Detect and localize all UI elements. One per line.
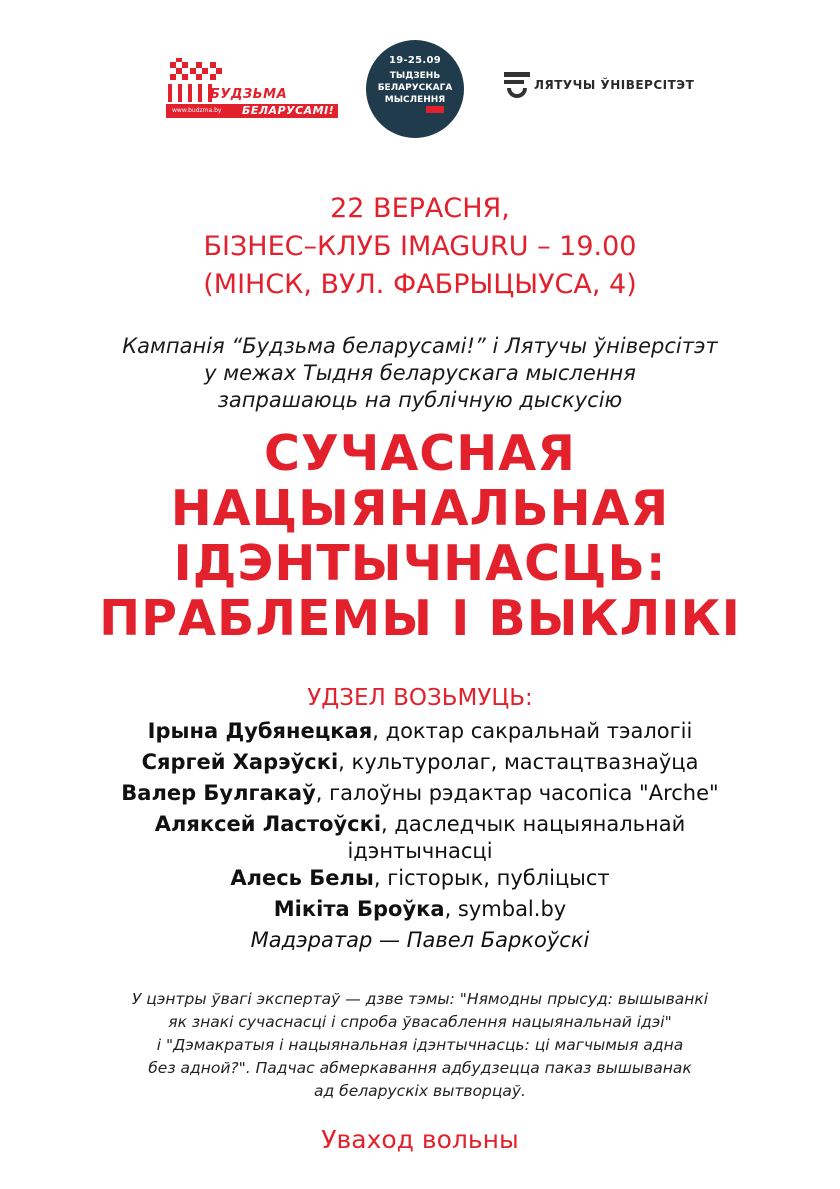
participant-role: , доктар сакральнай тэалогіі <box>372 719 693 743</box>
participant-name: Алесь Белы <box>230 866 374 890</box>
participant <box>0 778 840 809</box>
participant <box>0 716 840 747</box>
participant <box>0 863 840 894</box>
title-line: НАЦЫЯНАЛЬНАЯ <box>170 480 670 537</box>
event-address: (МІНСК, ВУЛ. ФАБРЫЦЫУСА, 4) <box>203 269 637 300</box>
description-line: У цэнтры ўвагі экспертаў — дзве тэмы: "Нямодны прысуд: вышыванкі <box>131 990 709 1008</box>
lu-name: ЛЯТУЧЫ ЎНІВЕРСІТЭТ <box>534 78 695 92</box>
description <box>0 988 840 1103</box>
intro-text <box>0 333 840 414</box>
intro-line: запрашаюць на публічную дыскусію <box>217 388 623 412</box>
lu-logo <box>504 72 704 112</box>
title-line: СУЧАСНАЯ <box>264 425 576 482</box>
description-line: ад беларускіх вытворцаў. <box>314 1082 526 1100</box>
intro-line: у межах Тыдня беларускага мыслення <box>204 361 636 385</box>
participant-role: , гісторык, публіцыст <box>373 866 610 890</box>
week-line-3: МЫСЛЕННЯ <box>384 95 446 105</box>
participant-role: , symbal.by <box>444 897 567 921</box>
participant-name: Ірына Дубянецкая <box>147 719 373 743</box>
participant-role-continuation: ідэнтычнасці <box>347 839 493 863</box>
budzma-url: www.budzma.by <box>172 107 222 114</box>
budzma-name: БУДЗЬМА <box>210 87 288 102</box>
discussion-title <box>0 426 840 646</box>
participant-name: Валер Булгакаў <box>121 781 316 805</box>
participants-heading: УДЗЕЛ ВОЗЬМУЦЬ: <box>307 685 533 711</box>
participant-role: , культуролаг, мастацтвазнаўца <box>338 750 699 774</box>
free-entry: Уваход вольны <box>321 1125 519 1154</box>
description-line: як знакі сучаснасці і спроба ўвасаблення нацыянальнай ідэі" <box>168 1013 672 1031</box>
event-venue: БІЗНЕС–КЛУБ IMAGURU – 19.00 <box>203 231 637 262</box>
participant-role: , галоўны рэдактар часопіса "Arche" <box>315 781 719 805</box>
event-info <box>0 190 840 304</box>
event-date: 22 ВЕРАСНЯ, <box>330 193 510 224</box>
participant-name: Сяргей Харэўскі <box>141 750 339 774</box>
budzma-logo <box>166 58 342 144</box>
logos-row <box>0 40 840 150</box>
participants-list <box>0 716 840 956</box>
description-line: і "Дэмакратыя і нацыянальная ідэнтычнасць: ці магчымыя адна <box>156 1036 684 1054</box>
week-line-1: ТЫДЗЕНЬ <box>389 71 441 81</box>
week-logo <box>366 40 464 138</box>
week-line-2: БЕЛАРУСКАГА <box>377 83 453 93</box>
title-line: ПРАБЛЕМЫ І ВЫКЛІКІ <box>99 590 741 647</box>
week-stripe <box>426 106 444 113</box>
budzma-bar <box>166 104 338 118</box>
participant-name: Мікіта Броўка <box>273 897 445 921</box>
participant <box>0 894 840 925</box>
intro-line: Кампанія “Будзьма беларусамі!” і Лятучы ўніверсітэт <box>122 334 718 358</box>
participant <box>0 809 840 840</box>
participant <box>0 747 840 778</box>
title-line: ІДЭНТЫЧНАСЦЬ: <box>173 535 667 592</box>
participant-name: Аляксей Ластоўскі <box>154 812 382 836</box>
description-line: без адной?". Падчас абмеркавання адбудзецца паказ вышыванак <box>148 1059 692 1077</box>
moderator: Мадэратар — Павел Баркоўскі <box>250 928 590 952</box>
participant-role: , даследчык нацыянальнай <box>381 812 686 836</box>
budzma-slogan: БЕЛАРУСАМІ! <box>242 104 335 117</box>
week-dates: 19-25.09 <box>388 55 442 66</box>
lu-mark-icon <box>504 72 530 102</box>
